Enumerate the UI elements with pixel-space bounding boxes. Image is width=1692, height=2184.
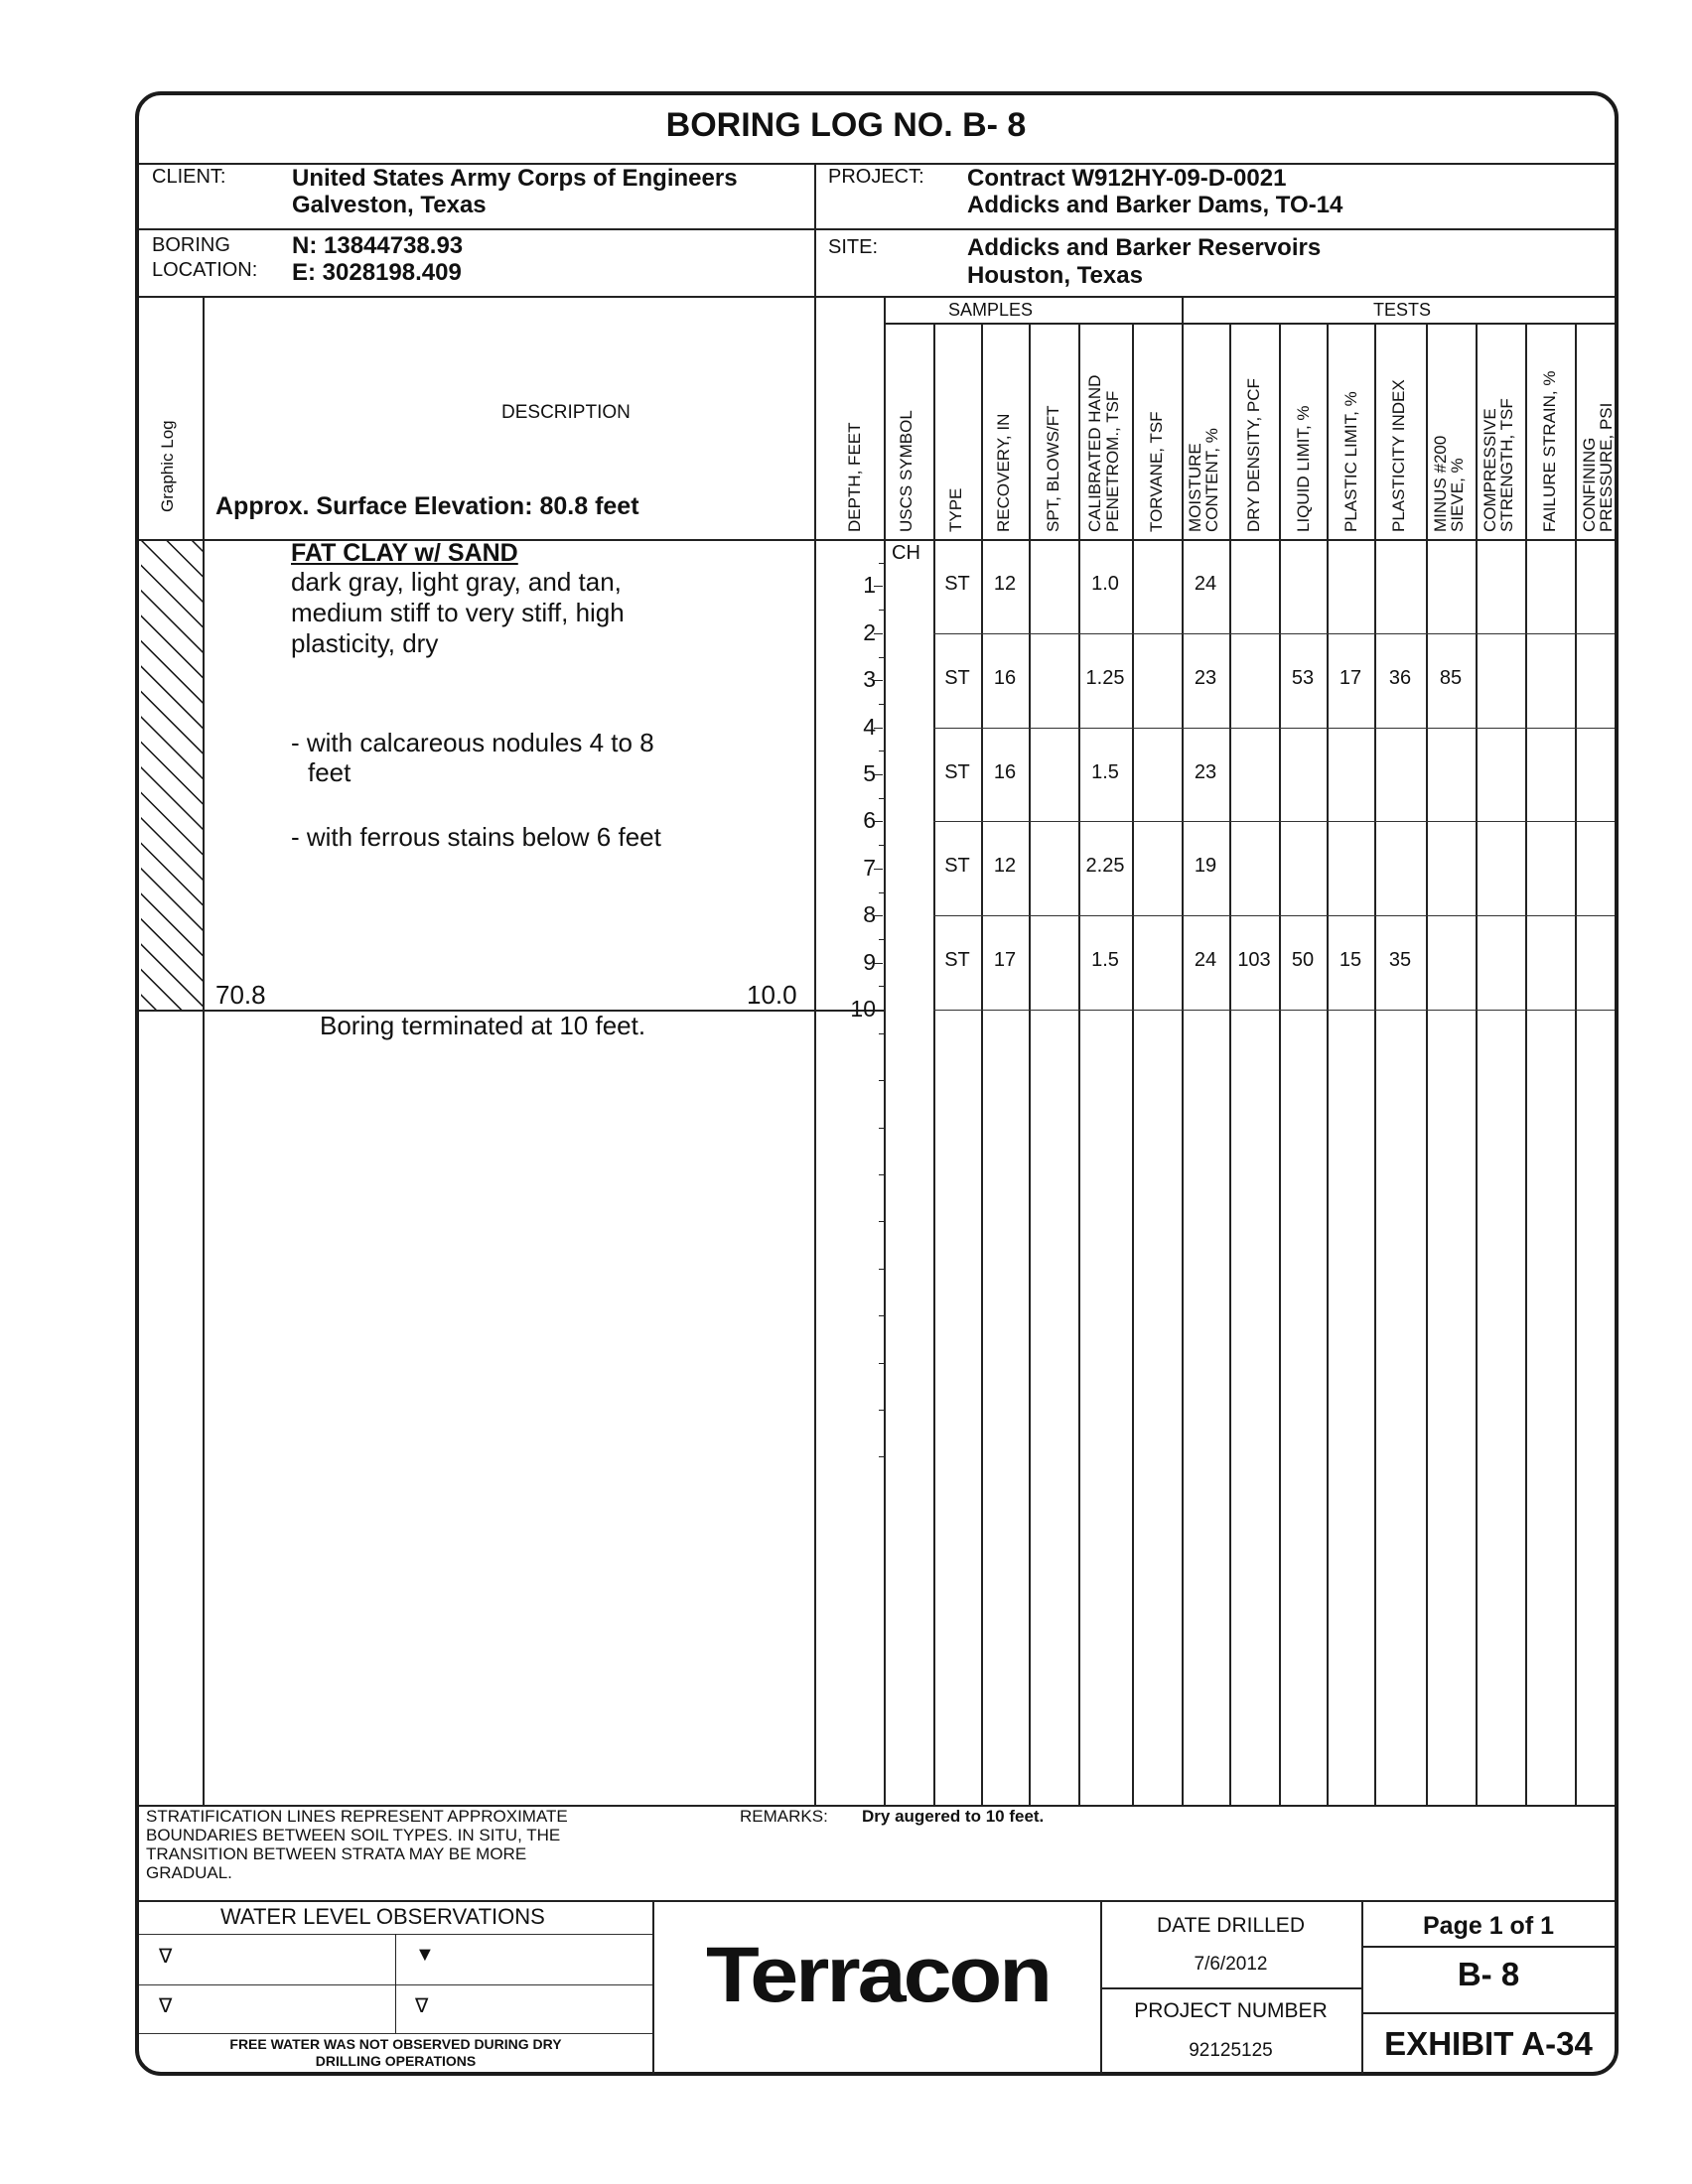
water-level-title: WATER LEVEL OBSERVATIONS <box>220 1904 545 1929</box>
depth-label: 3 <box>863 666 876 693</box>
sample-ll-cell: 50 <box>1291 949 1315 972</box>
depth-minor-tick <box>879 892 884 893</box>
failure-strain-header: FAILURE STRAIN, % <box>1540 370 1559 532</box>
depth-tick <box>874 633 883 634</box>
sample-row-divider <box>933 633 1615 634</box>
depth-tick <box>874 821 883 822</box>
tests-header: TESTS <box>1373 300 1432 320</box>
depth-tick <box>874 915 883 916</box>
stratum-description-3: plasticity, dry <box>291 628 439 658</box>
depth-label: 2 <box>863 618 876 645</box>
plasticity-index-header: PLASTICITY INDEX <box>1389 379 1408 532</box>
description-header: DESCRIPTION <box>501 402 631 423</box>
stratum-description-1: dark gray, light gray, and tan, <box>291 567 622 597</box>
depth-minor-tick <box>879 1269 884 1270</box>
depth-tick <box>874 869 883 870</box>
depth-minor-tick <box>879 845 884 846</box>
sample-recovery-cell: 12 <box>993 573 1017 595</box>
depth-minor-tick <box>879 798 884 799</box>
sample-pi-cell: 36 <box>1388 666 1412 689</box>
sample-moisture-cell: 24 <box>1194 949 1217 972</box>
sample-recovery-cell: 16 <box>993 666 1017 689</box>
sample-recovery-cell: 17 <box>993 949 1017 972</box>
stratification-line-2: BOUNDARIES BETWEEN SOIL TYPES. IN SITU, THE <box>146 1826 561 1844</box>
surface-elevation: Approx. Surface Elevation: 80.8 feet <box>215 492 639 520</box>
water-symbol-1: ∇ <box>159 1946 173 1968</box>
depth-minor-tick <box>879 704 884 705</box>
confining-header-2: PRESSURE, PSI <box>1597 402 1616 532</box>
remarks-text: Dry augered to 10 feet. <box>862 1807 1045 1826</box>
depth-tick <box>874 680 883 681</box>
depth-minor-tick <box>879 986 884 987</box>
depth-minor-tick <box>879 939 884 940</box>
page-title: BORING LOG NO. B- 8 <box>665 106 1027 144</box>
depth-minor-tick <box>879 1128 884 1129</box>
northing: N: 13844738.93 <box>292 232 464 259</box>
samples-header: SAMPLES <box>948 300 1034 320</box>
client-name: United States Army Corps of Engineers <box>292 165 738 192</box>
spt-header: SPT, BLOWS/FT <box>1044 405 1062 532</box>
sample-pl-cell: 15 <box>1339 949 1362 972</box>
project-number-label: PROJECT NUMBER <box>1134 1999 1328 2022</box>
project-name: Addicks and Barker Dams, TO-14 <box>967 192 1343 218</box>
depth-tick <box>874 1010 883 1011</box>
terracon-logo: Terracon <box>705 1930 1051 2019</box>
sample-row-divider <box>933 915 1615 916</box>
sample-recovery-cell: 16 <box>993 760 1017 783</box>
depth-label: 8 <box>863 901 876 928</box>
moisture-header-2: CONTENT, % <box>1202 428 1221 532</box>
depth-tick <box>874 774 883 775</box>
stratification-line-4: GRADUAL. <box>146 1863 232 1882</box>
project-contract: Contract W912HY-09-D-0021 <box>967 165 1287 192</box>
bottom-elevation: 70.8 <box>215 980 266 1010</box>
sample-type-cell: ST <box>944 573 970 595</box>
dry-density-header: DRY DENSITY, PCF <box>1244 378 1263 532</box>
water-note-2: DRILLING OPERATIONS <box>315 2053 477 2069</box>
sample-hand-pen-cell: 1.0 <box>1091 573 1119 595</box>
depth-minor-tick <box>879 657 884 658</box>
sample-type-cell: ST <box>944 760 970 783</box>
depth-minor-tick <box>879 1174 884 1175</box>
sample-recovery-cell: 12 <box>993 855 1017 878</box>
depth-label: 9 <box>863 948 876 975</box>
sample-row-divider <box>933 728 1615 729</box>
depth-label: 7 <box>863 854 876 881</box>
minus200-header-1: MINUS #200 <box>1431 435 1450 532</box>
depth-minor-tick <box>879 563 884 564</box>
uscs-header: USCS SYMBOL <box>897 410 916 532</box>
depth-minor-tick <box>879 1363 884 1364</box>
compressive-header-1: COMPRESSIVE <box>1480 408 1499 532</box>
boring-location-label-1: BORING <box>152 234 230 256</box>
compressive-header-2: STRENGTH, TSF <box>1497 398 1516 532</box>
water-symbol-4: ∇ <box>415 1995 429 2017</box>
site-label: SITE: <box>828 236 879 258</box>
water-symbol-3: ∇ <box>159 1995 173 2017</box>
stratum-note-1a: - with calcareous nodules 4 to 8 <box>291 728 654 757</box>
depth-minor-tick <box>879 1033 884 1034</box>
depth-tick <box>874 963 883 964</box>
sample-moisture-cell: 23 <box>1194 666 1217 689</box>
depth-minor-tick <box>879 1080 884 1081</box>
site-city: Houston, Texas <box>967 262 1143 289</box>
depth-minor-tick <box>879 1456 884 1457</box>
project-number-value: 92125125 <box>1189 2040 1273 2061</box>
depth-label: 6 <box>863 807 876 834</box>
minus200-header-2: SIEVE, % <box>1448 458 1467 532</box>
stratum-name: FAT CLAY w/ SAND <box>291 539 518 567</box>
site-name: Addicks and Barker Reservoirs <box>967 234 1322 261</box>
recovery-header: RECOVERY, IN <box>994 413 1013 532</box>
depth-minor-tick <box>879 610 884 611</box>
date-drilled-value: 7/6/2012 <box>1194 1954 1268 1975</box>
depth-tick <box>874 586 883 587</box>
project-label: PROJECT: <box>828 166 924 188</box>
water-symbol-2: ▼ <box>415 1944 435 1966</box>
stratum-description-2: medium stiff to very stiff, high <box>291 598 625 627</box>
depth-header: DEPTH, FEET <box>845 422 864 532</box>
confining-header-1: CONFINING <box>1580 437 1599 532</box>
stratification-line-3: TRANSITION BETWEEN STRATA MAY BE MORE <box>146 1844 527 1863</box>
depth-label: 1 <box>863 572 876 599</box>
client-city: Galveston, Texas <box>292 192 487 218</box>
sample-pi-cell: 35 <box>1388 949 1412 972</box>
page-number: Page 1 of 1 <box>1423 1912 1554 1940</box>
depth-label: 5 <box>863 760 876 786</box>
sample-moisture-cell: 24 <box>1194 573 1217 595</box>
sample-moisture-cell: 23 <box>1194 760 1217 783</box>
moisture-header-1: MOISTURE <box>1186 443 1204 532</box>
bottom-depth: 10.0 <box>747 980 797 1010</box>
sample-hand-pen-cell: 1.25 <box>1085 666 1125 689</box>
sample-type-cell: ST <box>944 949 970 972</box>
stratification-line-1: STRATIFICATION LINES REPRESENT APPROXIMATE <box>146 1807 568 1826</box>
sample-dry-density-cell: 103 <box>1237 949 1271 972</box>
water-note-1: FREE WATER WAS NOT OBSERVED DURING DRY <box>229 2036 562 2052</box>
torvane-header: TORVANE, TSF <box>1147 411 1166 532</box>
graphic-log-header: Graphic Log <box>158 420 177 512</box>
boring-location-label-2: LOCATION: <box>152 259 258 281</box>
sample-pl-cell: 17 <box>1339 666 1362 689</box>
depth-label: 4 <box>863 713 876 740</box>
depth-label: 10 <box>850 996 876 1022</box>
sample-hand-pen-cell: 1.5 <box>1091 949 1119 972</box>
sample-hand-pen-cell: 1.5 <box>1091 760 1119 783</box>
sample-minus200-cell: 85 <box>1439 666 1463 689</box>
liquid-limit-header: LIQUID LIMIT, % <box>1294 405 1313 532</box>
date-drilled-label: DATE DRILLED <box>1157 1914 1305 1937</box>
sample-row-divider <box>933 1010 1615 1011</box>
depth-minor-tick <box>879 1410 884 1411</box>
plastic-limit-header: PLASTIC LIMIT, % <box>1341 391 1360 532</box>
boring-id: B- 8 <box>1457 1956 1520 1992</box>
sample-ll-cell: 53 <box>1291 666 1315 689</box>
depth-minor-tick <box>879 1221 884 1222</box>
sample-type-cell: ST <box>944 855 970 878</box>
remarks-label: REMARKS: <box>740 1807 828 1826</box>
depth-tick <box>874 728 883 729</box>
hand-pen-header-2: PENETROM., TSF <box>1103 390 1122 532</box>
type-header: TYPE <box>946 487 965 532</box>
graphic-log-hatch <box>141 541 203 1010</box>
uscs-symbol: CH <box>892 542 920 564</box>
easting: E: 3028198.409 <box>292 259 462 286</box>
sample-hand-pen-cell: 2.25 <box>1085 855 1125 878</box>
termination-note: Boring terminated at 10 feet. <box>320 1011 646 1040</box>
client-label: CLIENT: <box>152 166 226 188</box>
hand-pen-header-1: CALIBRATED HAND <box>1085 374 1104 532</box>
stratum-note-2: - with ferrous stains below 6 feet <box>291 822 661 852</box>
stratum-note-1b: feet <box>308 757 352 787</box>
sample-moisture-cell: 19 <box>1194 855 1217 878</box>
sample-type-cell: ST <box>944 666 970 689</box>
depth-minor-tick <box>879 1315 884 1316</box>
sample-row-divider <box>933 821 1615 822</box>
exhibit-number: EXHIBIT A-34 <box>1384 2025 1593 2062</box>
